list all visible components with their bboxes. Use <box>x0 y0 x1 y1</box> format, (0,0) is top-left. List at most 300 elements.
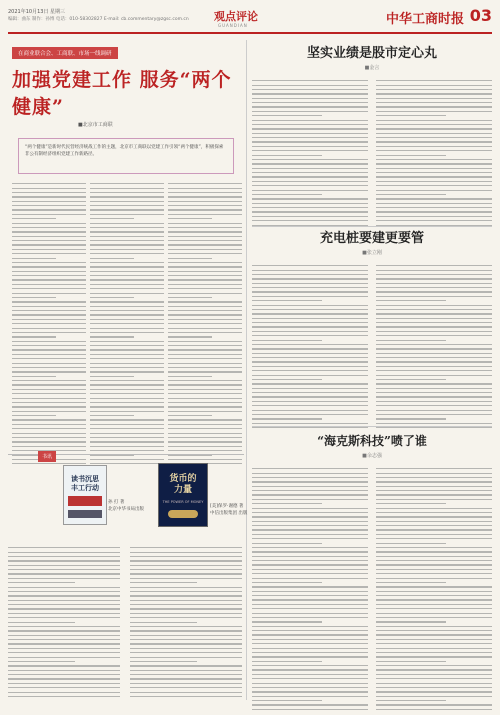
a1-col-2 <box>376 77 492 227</box>
text-line <box>90 328 164 329</box>
text-line <box>168 319 242 320</box>
text-line <box>252 617 368 618</box>
text-line <box>376 181 492 182</box>
text-line <box>130 587 242 588</box>
text-line <box>12 306 86 307</box>
text-line <box>130 569 242 570</box>
article3-title: “海克斯科技”喷了谁 <box>317 434 427 448</box>
text-line <box>376 357 492 358</box>
text-line <box>12 323 86 324</box>
text-line <box>376 93 492 94</box>
text-line <box>376 203 492 204</box>
column-divider <box>246 40 247 700</box>
text-line <box>168 275 242 276</box>
text-line <box>168 240 242 241</box>
text-line <box>12 192 86 193</box>
text-line <box>90 231 164 232</box>
text-line <box>376 278 492 279</box>
text-line <box>12 380 86 381</box>
text-line <box>252 639 368 640</box>
text-line <box>8 565 120 566</box>
text-line <box>376 656 492 657</box>
text-line <box>130 635 242 636</box>
text-line <box>130 617 242 618</box>
text-line <box>90 415 134 416</box>
text-line <box>252 529 368 530</box>
text-line <box>252 410 368 411</box>
text-line <box>8 547 120 548</box>
text-line <box>376 578 492 579</box>
text-line <box>90 437 164 438</box>
text-line <box>90 433 164 434</box>
books-label: 书讯 <box>38 451 56 462</box>
text-line <box>12 393 86 394</box>
text-line <box>376 102 492 103</box>
text-line <box>376 494 492 495</box>
text-line <box>252 270 368 271</box>
text-line <box>12 227 86 228</box>
book-cover-2 <box>158 463 208 527</box>
a1-col-1 <box>252 77 368 227</box>
text-line <box>376 270 492 271</box>
text-line <box>168 297 212 298</box>
text-line <box>376 709 492 710</box>
article2-author: ■张立刚 <box>362 250 382 256</box>
text-line <box>252 630 368 631</box>
text-line <box>12 424 86 425</box>
text-line <box>252 560 368 561</box>
text-line <box>90 336 134 337</box>
text-line <box>12 293 86 294</box>
text-line <box>376 185 492 186</box>
text-line <box>8 696 120 697</box>
text-line <box>12 271 86 272</box>
text-line <box>376 291 492 292</box>
text-line <box>130 643 242 644</box>
lead-col-1 <box>12 180 86 470</box>
text-line <box>12 244 86 245</box>
text-line <box>376 621 446 622</box>
text-line <box>376 477 492 478</box>
text-line <box>376 405 492 406</box>
text-line <box>252 313 368 314</box>
text-line <box>252 274 368 275</box>
text-line <box>90 201 164 202</box>
text-line <box>252 499 368 500</box>
text-line <box>168 249 242 250</box>
text-line <box>252 300 322 301</box>
a3-col-1 <box>252 465 368 715</box>
text-line <box>252 176 368 177</box>
text-line <box>252 414 368 415</box>
text-line <box>376 696 492 697</box>
text-line <box>168 433 242 434</box>
text-line <box>376 626 492 627</box>
text-line <box>168 236 242 237</box>
text-line <box>8 652 120 653</box>
text-line <box>90 214 164 215</box>
text-line <box>252 194 322 195</box>
text-line <box>12 376 56 377</box>
text-line <box>252 494 368 495</box>
text-line <box>12 349 86 350</box>
text-line <box>130 692 242 693</box>
text-line <box>12 354 86 355</box>
text-line <box>12 275 86 276</box>
text-line <box>168 398 242 399</box>
text-line <box>8 657 120 658</box>
text-line <box>8 692 120 693</box>
text-line <box>376 274 492 275</box>
text-line <box>252 309 368 310</box>
text-line <box>252 473 368 474</box>
text-line <box>252 599 368 600</box>
text-line <box>252 704 368 705</box>
text-line <box>252 322 368 323</box>
text-line <box>376 573 492 574</box>
text-line <box>130 630 242 631</box>
text-line <box>252 344 368 345</box>
text-line <box>376 569 492 570</box>
text-line <box>252 525 368 526</box>
text-line <box>376 503 446 504</box>
text-line <box>376 172 492 173</box>
article3-author: ■余志强 <box>362 453 382 459</box>
text-line <box>12 384 86 385</box>
text-line <box>90 223 164 224</box>
text-line <box>130 652 242 653</box>
text-line <box>252 198 368 199</box>
text-line <box>12 371 86 372</box>
text-line <box>168 227 242 228</box>
text-line <box>90 192 164 193</box>
text-line <box>90 262 164 263</box>
text-line <box>252 335 368 336</box>
section-subtitle: GUANDIAN <box>218 23 248 28</box>
text-line <box>130 578 242 579</box>
text-line <box>168 205 242 206</box>
text-line <box>168 424 242 425</box>
text-line <box>376 124 492 125</box>
text-line <box>252 418 322 419</box>
text-line <box>8 622 75 623</box>
text-line <box>252 564 368 565</box>
review-col-2 <box>130 544 242 702</box>
text-line <box>252 401 368 402</box>
text-line <box>12 314 86 315</box>
text-line <box>252 370 368 371</box>
text-line <box>8 552 120 553</box>
text-line <box>252 512 368 513</box>
text-line <box>376 137 492 138</box>
text-line <box>376 265 492 266</box>
text-line <box>376 150 492 151</box>
text-line <box>168 279 242 280</box>
text-line <box>90 244 164 245</box>
text-line <box>12 284 86 285</box>
text-line <box>252 155 322 156</box>
text-line <box>252 678 368 679</box>
text-line <box>376 669 492 670</box>
text-line <box>376 198 492 199</box>
text-line <box>130 665 242 666</box>
text-line <box>90 411 164 412</box>
text-line <box>90 271 164 272</box>
text-line <box>252 700 322 701</box>
text-line <box>376 604 492 605</box>
text-line <box>168 411 242 412</box>
text-line <box>12 253 86 254</box>
text-line <box>376 89 492 90</box>
text-line <box>252 591 368 592</box>
text-line <box>252 468 368 469</box>
text-line <box>12 389 86 390</box>
text-line <box>12 231 86 232</box>
text-line <box>376 516 492 517</box>
text-line <box>12 279 86 280</box>
text-line <box>90 402 164 403</box>
text-line <box>130 626 242 627</box>
book2-title: 货币的 力量 <box>169 474 197 495</box>
book2-subtitle: THE POWER OF MONEY <box>162 500 204 504</box>
text-line <box>12 441 86 442</box>
text-line <box>90 266 164 267</box>
text-line <box>376 141 492 142</box>
text-line <box>168 406 242 407</box>
text-line <box>168 196 242 197</box>
text-line <box>252 172 368 173</box>
text-line <box>376 529 492 530</box>
text-line <box>376 704 492 705</box>
page-header <box>8 6 492 34</box>
article1-author: ■金言 <box>364 65 380 71</box>
text-line <box>8 626 120 627</box>
book-section <box>8 454 248 535</box>
text-line <box>168 323 242 324</box>
text-line <box>376 216 492 217</box>
text-line <box>130 670 242 671</box>
text-line <box>168 244 242 245</box>
text-line <box>376 331 492 332</box>
text-line <box>376 678 492 679</box>
text-line <box>130 573 242 574</box>
text-line <box>168 314 242 315</box>
text-line <box>376 396 492 397</box>
text-line <box>376 499 492 500</box>
text-line <box>252 396 368 397</box>
text-line <box>8 556 120 557</box>
text-line <box>376 687 492 688</box>
text-line <box>90 253 164 254</box>
text-line <box>376 133 492 134</box>
text-line <box>12 437 86 438</box>
text-line <box>90 227 164 228</box>
text-line <box>252 578 368 579</box>
text-line <box>12 358 86 359</box>
text-line <box>252 185 368 186</box>
text-line <box>168 358 242 359</box>
text-line <box>12 398 86 399</box>
text-line <box>376 486 492 487</box>
text-line <box>90 236 164 237</box>
text-line <box>12 310 86 311</box>
text-line <box>252 648 368 649</box>
text-line <box>376 481 492 482</box>
text-line <box>12 223 86 224</box>
text-line <box>252 569 368 570</box>
review-col-1 <box>8 544 120 702</box>
text-line <box>168 437 242 438</box>
text-line <box>168 266 242 267</box>
text-line <box>376 392 492 393</box>
text-line <box>252 111 368 112</box>
article-divider-2 <box>252 426 492 427</box>
text-line <box>130 674 242 675</box>
text-line <box>8 613 120 614</box>
text-line <box>130 613 242 614</box>
text-line <box>252 543 322 544</box>
lead-summary: “两个健康”是新时代民营经济统战工作的主题，北京市工商联以党建工作引领“两个健康”，积极探索非公有制经济组织党建工作新路径。 <box>18 138 234 174</box>
text-line <box>168 214 242 215</box>
text-line <box>252 137 368 138</box>
text-line <box>8 678 120 679</box>
text-line <box>130 608 242 609</box>
text-line <box>252 98 368 99</box>
text-line <box>90 354 164 355</box>
text-line <box>252 85 368 86</box>
text-line <box>8 687 120 688</box>
text-line <box>168 354 242 355</box>
text-line <box>168 271 242 272</box>
text-line <box>252 283 368 284</box>
text-line <box>376 617 492 618</box>
text-line <box>252 477 368 478</box>
text-line <box>130 678 242 679</box>
text-line <box>376 586 492 587</box>
text-line <box>376 418 446 419</box>
text-line <box>376 427 492 428</box>
text-line <box>376 353 492 354</box>
lead-kicker: 在商业联合会、工商联、市场一线调研 <box>12 47 118 59</box>
text-line <box>376 168 492 169</box>
text-line <box>376 410 492 411</box>
text-line <box>376 490 492 491</box>
text-line <box>376 155 446 156</box>
text-line <box>90 380 164 381</box>
text-line <box>90 196 164 197</box>
text-line <box>252 643 368 644</box>
text-line <box>90 209 164 210</box>
text-line <box>376 582 446 583</box>
text-line <box>252 141 368 142</box>
text-line <box>130 604 242 605</box>
text-line <box>376 379 446 380</box>
text-line <box>12 341 86 342</box>
text-line <box>168 284 242 285</box>
text-line <box>252 146 368 147</box>
text-line <box>252 582 322 583</box>
text-line <box>90 424 164 425</box>
text-line <box>252 326 368 327</box>
text-line <box>168 218 212 219</box>
text-line <box>168 301 242 302</box>
text-line <box>376 383 492 384</box>
text-line <box>12 288 86 289</box>
text-line <box>168 376 212 377</box>
text-line <box>90 218 134 219</box>
text-line <box>12 319 86 320</box>
article-divider-1 <box>252 226 492 227</box>
text-line <box>90 275 164 276</box>
text-line <box>12 402 86 403</box>
text-line <box>168 201 242 202</box>
text-line <box>252 203 368 204</box>
a2-col-1 <box>252 262 368 432</box>
text-line <box>12 345 86 346</box>
text-line <box>252 163 368 164</box>
text-line <box>376 326 492 327</box>
text-line <box>168 450 242 451</box>
masthead: 中华工商时报 <box>385 12 464 27</box>
text-line <box>12 214 86 215</box>
text-line <box>376 106 492 107</box>
text-line <box>376 340 446 341</box>
text-line <box>376 543 446 544</box>
text-line <box>376 283 492 284</box>
text-line <box>376 674 492 675</box>
text-line <box>8 617 120 618</box>
text-line <box>90 441 164 442</box>
text-line <box>376 370 492 371</box>
article2-title: 充电桩要建更要管 <box>319 231 424 246</box>
text-line <box>252 305 368 306</box>
text-line <box>8 630 120 631</box>
text-line <box>376 564 492 565</box>
text-line <box>252 340 322 341</box>
text-line <box>8 608 120 609</box>
text-line <box>12 196 86 197</box>
text-line <box>12 249 86 250</box>
text-line <box>90 314 164 315</box>
text-line <box>168 288 242 289</box>
text-line <box>12 411 86 412</box>
text-line <box>168 223 242 224</box>
text-line <box>130 582 197 583</box>
text-line <box>376 700 446 701</box>
text-line <box>130 657 242 658</box>
text-line <box>12 428 86 429</box>
text-line <box>12 332 86 333</box>
text-line <box>376 366 492 367</box>
text-line <box>90 310 164 311</box>
text-line <box>130 591 242 592</box>
text-line <box>252 93 368 94</box>
text-line <box>168 209 242 210</box>
text-line <box>90 358 164 359</box>
text-line <box>168 328 242 329</box>
text-line <box>252 691 368 692</box>
text-line <box>376 194 446 195</box>
text-line <box>252 503 322 504</box>
text-line <box>376 599 492 600</box>
text-line <box>376 634 492 635</box>
text-line <box>90 389 164 390</box>
text-line <box>252 538 368 539</box>
text-line <box>130 556 242 557</box>
text-line <box>376 613 492 614</box>
text-line <box>376 648 492 649</box>
text-line <box>252 665 368 666</box>
